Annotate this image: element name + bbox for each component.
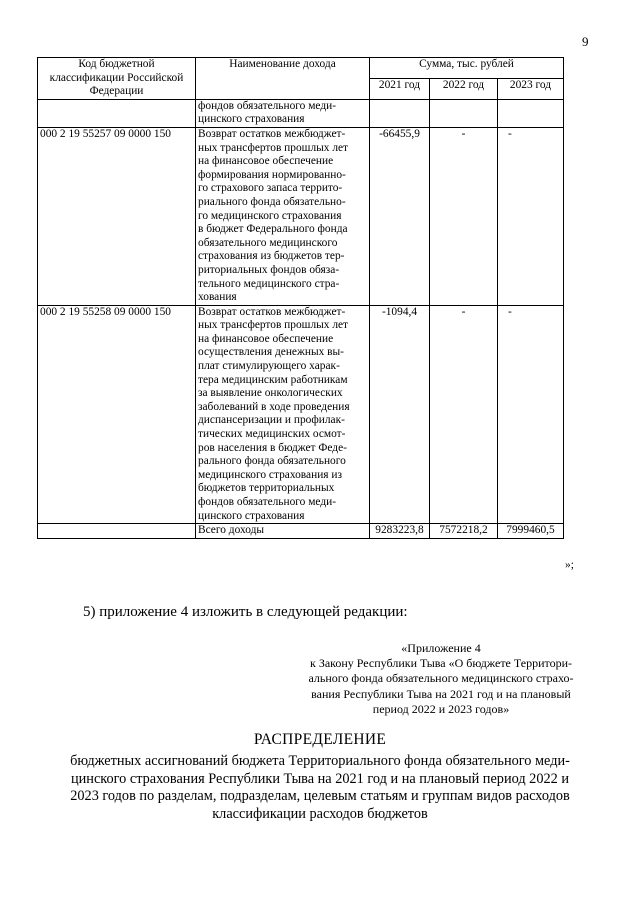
row-name-line: плат стимулирующего харак- — [198, 360, 340, 373]
row-name-line: осуществления денежных вы- — [198, 346, 344, 359]
distribution-subtitle-line: классификации расходов бюджетов — [212, 805, 428, 822]
row-name-line: ных трансфертов прошлых лет — [198, 141, 349, 154]
total-value-2022: 7572218,2 — [430, 524, 498, 539]
header-year-2023: 2023 год — [498, 78, 564, 99]
row-value-2023: - — [498, 127, 564, 305]
row-value-2023: - — [498, 305, 564, 524]
appendix-heading — [286, 641, 596, 717]
table-row — [38, 99, 564, 127]
row-name-line: го медицинского страхования — [198, 209, 342, 222]
table-row — [38, 305, 564, 524]
row-name-line: Возврат остатков межбюджет- — [198, 127, 346, 140]
page-number: 9 — [582, 34, 589, 49]
row-code: 000 2 19 55257 09 0000 150 — [38, 127, 196, 305]
row-name-line: диспансеризации и профилак- — [198, 414, 345, 427]
row-name-line: го страхового запаса террито- — [198, 182, 343, 195]
row-name-line: за выявление онкологических — [198, 387, 343, 400]
row-name-line: тических медицинских осмот- — [198, 428, 346, 441]
row-name-line: фондов обязательного меди- — [198, 496, 337, 508]
row-value-2022: - — [430, 305, 498, 524]
appendix-line: вания Республики Тыва на 2021 год и на плановый — [311, 686, 571, 701]
row-name — [196, 127, 370, 305]
row-name-line: тера медицинским работникам — [198, 373, 348, 386]
row-name-line: формирования нормированно- — [198, 168, 346, 181]
row-name-line: хования — [198, 291, 237, 304]
header-year-2022: 2022 год — [430, 78, 498, 99]
row-name — [196, 99, 370, 127]
row-name — [196, 305, 370, 524]
row-name-line: Возврат остатков межбюджет- — [198, 305, 346, 318]
row-value-2021: -66455,9 — [370, 127, 430, 305]
row-name-line: на финансовое обеспечение — [198, 332, 334, 345]
row-value-2021 — [370, 99, 430, 127]
row-name-line: обязательного медицинского — [198, 236, 338, 249]
appendix-line: к Закону Республики Тыва «О бюджете Территори- — [309, 656, 573, 671]
row-name-line: ных трансфертов прошлых лет — [198, 319, 349, 332]
distribution-subtitle — [40, 753, 600, 823]
appendix-line: ального фонда обязательного медицинского страхо- — [308, 671, 574, 686]
row-code: 000 2 19 55258 09 0000 150 — [38, 305, 196, 524]
row-name-line: в бюджет Федерального фонда — [198, 223, 348, 236]
distribution-title: РАСПРЕДЕЛЕНИЕ — [253, 731, 387, 748]
total-value-2021: 9283223,8 — [370, 524, 430, 539]
row-value-2022: - — [430, 127, 498, 305]
header-name: Наименование дохода — [196, 58, 370, 100]
total-row — [38, 524, 564, 539]
row-name-line: риториальных фондов обяза- — [198, 263, 340, 276]
row-name-line: фондов обязательного меди- — [198, 99, 337, 112]
total-value-2023: 7999460,5 — [498, 524, 564, 539]
header-sum: Сумма, тыс. рублей — [370, 58, 564, 79]
table-header-row — [38, 58, 564, 79]
distribution-subtitle-line: бюджетных ассигнований бюджета Территориального фонда обязательного меди- — [70, 753, 570, 769]
closing-quote: »; — [565, 559, 574, 571]
row-code — [38, 99, 196, 127]
header-code: Код бюджетной классификации Российской Федерации — [38, 58, 196, 100]
row-name-line: цинского страхования — [198, 509, 305, 522]
header-year-2021: 2021 год — [370, 78, 430, 99]
row-name-line: бюджетов территориальных — [198, 482, 335, 495]
row-name-line: на финансовое обеспечение — [198, 155, 334, 168]
income-table — [37, 57, 564, 539]
row-value-2023 — [498, 99, 564, 127]
appendix-line: «Приложение 4 — [401, 641, 481, 655]
total-code — [38, 524, 196, 539]
distribution-subtitle-line: 2023 годов по разделам, подразделам, целевым статьям и группам видов расходов — [70, 788, 570, 805]
row-name-line: страхования из бюджетов тер- — [198, 250, 345, 263]
row-value-2022 — [430, 99, 498, 127]
row-name-line: рального фонда обязательного — [198, 455, 346, 468]
row-name-line: риального фонда обязательно- — [198, 195, 346, 208]
row-name-line: тельного медицинского стра- — [198, 277, 340, 290]
appendix-line: период 2022 и 2023 годов» — [372, 701, 510, 716]
row-name-line: цинского страхования — [198, 113, 305, 126]
row-name-line: ров населения в бюджет Феде- — [198, 441, 347, 454]
item-5-paragraph: 5) приложение 4 изложить в следующей редакции: — [83, 604, 408, 620]
table-row — [38, 127, 564, 305]
row-name-line: медицинского страхования из — [198, 468, 342, 481]
row-name-line: заболеваний в ходе проведения — [198, 400, 350, 413]
total-label: Всего доходы — [196, 524, 370, 539]
distribution-subtitle-line: цинского страхования Республики Тыва на 2021 год и на плановый период 2022 и — [70, 770, 570, 787]
row-value-2021: -1094,4 — [370, 305, 430, 524]
